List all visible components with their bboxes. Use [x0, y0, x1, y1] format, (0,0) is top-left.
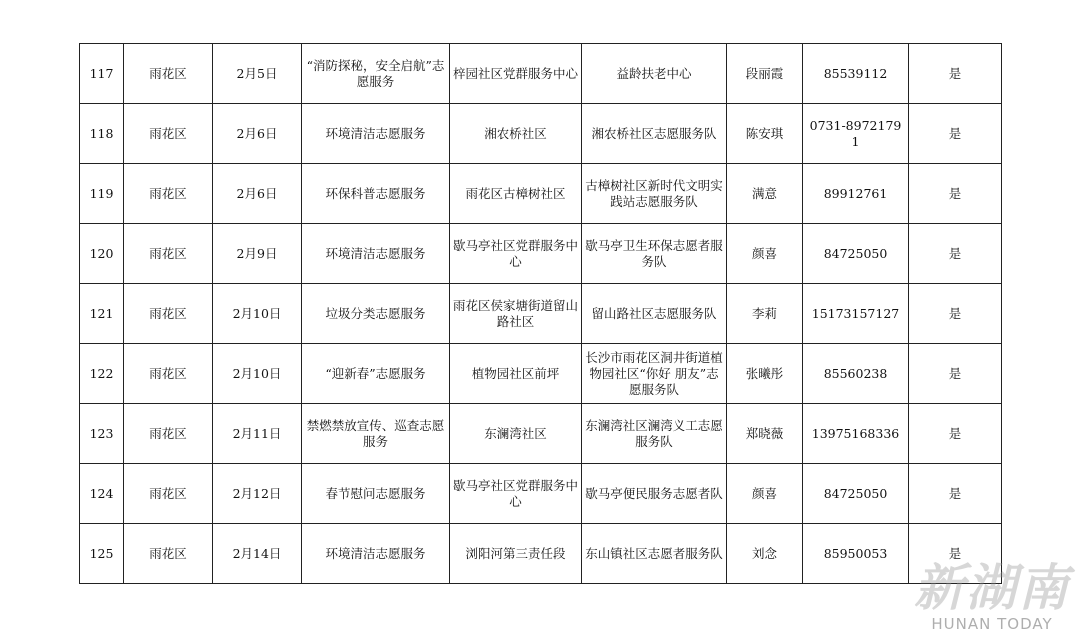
cell-phone: 84725050: [803, 224, 909, 284]
cell-team: 古樟树社区新时代文明实践站志愿服务队: [582, 164, 727, 224]
cell-district: 雨花区: [124, 44, 213, 104]
cell-flag: 是: [909, 284, 1002, 344]
cell-date: 2月10日: [213, 344, 302, 404]
cell-activity: 春节慰问志愿服务: [302, 464, 450, 524]
volunteer-activity-table: [79, 43, 1002, 584]
cell-district: 雨花区: [124, 344, 213, 404]
cell-activity: “消防探秘，安全启航”志愿服务: [302, 44, 450, 104]
cell-index: 118: [80, 104, 124, 164]
cell-activity: 环境清洁志愿服务: [302, 524, 450, 584]
cell-index: 123: [80, 404, 124, 464]
cell-contact: 李莉: [727, 284, 803, 344]
cell-flag: 是: [909, 404, 1002, 464]
cell-contact: 张曦彤: [727, 344, 803, 404]
cell-date: 2月6日: [213, 164, 302, 224]
cell-location: 歇马亭社区党群服务中心: [450, 464, 582, 524]
cell-index: 125: [80, 524, 124, 584]
cell-district: 雨花区: [124, 464, 213, 524]
cell-location: 植物园社区前坪: [450, 344, 582, 404]
table-row: [80, 104, 1002, 164]
cell-date: 2月12日: [213, 464, 302, 524]
cell-district: 雨花区: [124, 284, 213, 344]
cell-index: 121: [80, 284, 124, 344]
cell-contact: 颜喜: [727, 224, 803, 284]
cell-phone: 85560238: [803, 344, 909, 404]
cell-district: 雨花区: [124, 224, 213, 284]
cell-date: 2月6日: [213, 104, 302, 164]
table-row: [80, 344, 1002, 404]
cell-team: 湘农桥社区志愿服务队: [582, 104, 727, 164]
table-row: [80, 404, 1002, 464]
cell-flag: 是: [909, 224, 1002, 284]
cell-team: 益龄扶老中心: [582, 44, 727, 104]
cell-location: 雨花区侯家塘街道留山路社区: [450, 284, 582, 344]
cell-location: 湘农桥社区: [450, 104, 582, 164]
cell-flag: 是: [909, 344, 1002, 404]
cell-flag: 是: [909, 44, 1002, 104]
cell-team: 东澜湾社区澜湾义工志愿服务队: [582, 404, 727, 464]
volunteer-activity-table-container: [79, 43, 1002, 584]
cell-flag: 是: [909, 524, 1002, 584]
cell-team: 留山路社区志愿服务队: [582, 284, 727, 344]
cell-date: 2月5日: [213, 44, 302, 104]
cell-date: 2月14日: [213, 524, 302, 584]
cell-district: 雨花区: [124, 404, 213, 464]
cell-phone: 15173157127: [803, 284, 909, 344]
cell-index: 122: [80, 344, 124, 404]
cell-location: 歇马亭社区党群服务中心: [450, 224, 582, 284]
cell-date: 2月9日: [213, 224, 302, 284]
cell-index: 120: [80, 224, 124, 284]
cell-phone: 85539112: [803, 44, 909, 104]
cell-index: 124: [80, 464, 124, 524]
cell-date: 2月11日: [213, 404, 302, 464]
table-row: [80, 464, 1002, 524]
cell-location: 雨花区古樟树社区: [450, 164, 582, 224]
cell-team: 歇马亭便民服务志愿者队: [582, 464, 727, 524]
table-row: [80, 224, 1002, 284]
table-row: [80, 164, 1002, 224]
cell-location: 浏阳河第三责任段: [450, 524, 582, 584]
cell-phone: 85950053: [803, 524, 909, 584]
cell-activity: 环保科普志愿服务: [302, 164, 450, 224]
cell-phone: 13975168336: [803, 404, 909, 464]
hunan-today-logo-text: HUNAN TODAY: [931, 615, 1053, 633]
cell-activity: 环境清洁志愿服务: [302, 224, 450, 284]
cell-flag: 是: [909, 104, 1002, 164]
cell-flag: 是: [909, 164, 1002, 224]
cell-index: 119: [80, 164, 124, 224]
cell-activity: “迎新春”志愿服务: [302, 344, 450, 404]
hunan-today-logo: 新湖南: [914, 558, 1070, 617]
cell-team: 东山镇社区志愿者服务队: [582, 524, 727, 584]
cell-date: 2月10日: [213, 284, 302, 344]
cell-activity: 环境清洁志愿服务: [302, 104, 450, 164]
cell-index: 117: [80, 44, 124, 104]
cell-contact: 满意: [727, 164, 803, 224]
cell-contact: 陈安琪: [727, 104, 803, 164]
cell-contact: 郑晓薇: [727, 404, 803, 464]
cell-location: 梓园社区党群服务中心: [450, 44, 582, 104]
cell-district: 雨花区: [124, 524, 213, 584]
cell-contact: 刘念: [727, 524, 803, 584]
cell-activity: 禁燃禁放宣传、巡查志愿服务: [302, 404, 450, 464]
cell-phone: 89912761: [803, 164, 909, 224]
cell-district: 雨花区: [124, 104, 213, 164]
cell-location: 东澜湾社区: [450, 404, 582, 464]
cell-team: 歇马亭卫生环保志愿者服务队: [582, 224, 727, 284]
cell-contact: 颜喜: [727, 464, 803, 524]
cell-phone: 0731-89721791: [803, 104, 909, 164]
cell-contact: 段丽霞: [727, 44, 803, 104]
table-row: [80, 284, 1002, 344]
cell-team: 长沙市雨花区洞井街道植物园社区“你好 朋友”志愿服务队: [582, 344, 727, 404]
cell-flag: 是: [909, 464, 1002, 524]
cell-district: 雨花区: [124, 164, 213, 224]
table-row: [80, 524, 1002, 584]
cell-phone: 84725050: [803, 464, 909, 524]
table-row: [80, 44, 1002, 104]
cell-activity: 垃圾分类志愿服务: [302, 284, 450, 344]
